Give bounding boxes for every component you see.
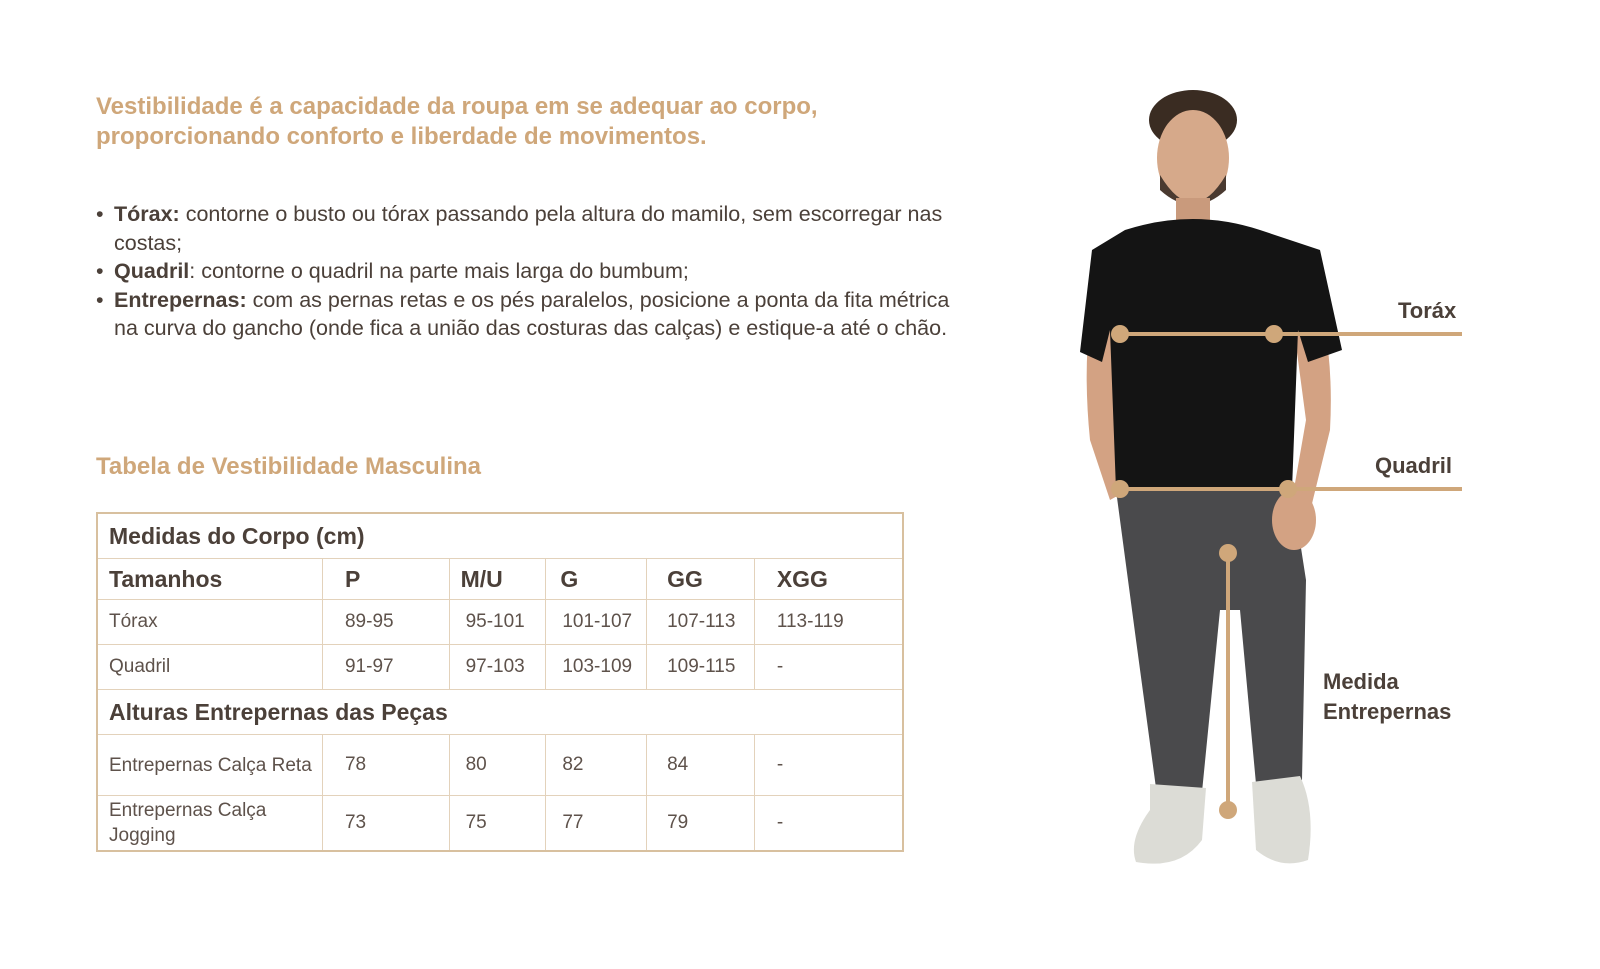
hip-point-right: [1279, 480, 1297, 498]
section-inseam-heights: Alturas Entrepernas das Peças: [97, 690, 903, 735]
inseam-label-line2: Entrepernas: [1323, 699, 1452, 724]
model-figure: [1080, 90, 1342, 864]
table-row: [97, 796, 903, 852]
inseam-point-bottom: [1219, 801, 1237, 819]
table-row: [97, 645, 903, 690]
section-body-measures: Medidas do Corpo (cm): [97, 513, 903, 559]
table-cell: 107-113: [647, 600, 755, 645]
row-label: Entrepernas Calça Jogging: [97, 796, 322, 852]
header-cell: Tamanhos: [97, 559, 322, 600]
inseam-label-line1: Medida: [1323, 669, 1399, 694]
header-cell: GG: [647, 559, 755, 600]
intro-text: Vestibilidade é a capacidade da roupa em se adequar ao corpo, proporcionando conforto e liberdade de movimentos.: [96, 93, 818, 150]
table-cell: 82: [546, 735, 647, 796]
guide-term: Tórax:: [114, 202, 180, 226]
table-cell: -: [754, 735, 903, 796]
hip-label: Quadril: [1375, 453, 1453, 478]
row-label: Quadril: [97, 645, 322, 690]
header-row: [97, 559, 903, 600]
inseam-point-top: [1219, 544, 1237, 562]
guide-term: Entrepernas:: [114, 287, 247, 312]
guide-text: contorne o busto ou tórax passando pela altura do mamilo, sem escorregar nas costas;: [114, 202, 943, 255]
table-cell: 97-103: [449, 645, 546, 690]
guide-text: : contorne o quadril na parte mais larga do bumbum;: [189, 259, 689, 283]
chest-label: Toráx: [1398, 298, 1457, 323]
table-cell: -: [754, 645, 903, 690]
table-title: Tabela de Vestibilidade Masculina: [96, 453, 482, 480]
table-cell: 75: [449, 796, 546, 852]
header-cell: XGG: [754, 559, 903, 600]
table-cell: 103-109: [546, 645, 647, 690]
section-row: [97, 690, 903, 735]
guide-text: com as pernas retas e os pés paralelos, posicione a ponta da fita métrica na curva do gancho (onde fica a união das costuras das calças) e estique-a até o chão.: [114, 287, 950, 340]
guide-term: Quadril: [114, 259, 190, 283]
hip-point-left: [1111, 480, 1129, 498]
row-label: Tórax: [97, 600, 322, 645]
table-cell: 80: [449, 735, 546, 796]
size-table: [96, 512, 904, 852]
table-cell: 91-97: [322, 645, 449, 690]
header-cell: M/U: [449, 559, 546, 600]
guide-item-chest: [96, 200, 966, 257]
table-cell: 79: [647, 796, 755, 852]
chest-point-right: [1265, 325, 1283, 343]
table-cell: 95-101: [449, 600, 546, 645]
guide-item-hip: [96, 257, 966, 286]
measurement-guide: [96, 200, 966, 343]
table-cell: 113-119: [754, 600, 903, 645]
table-cell: 84: [647, 735, 755, 796]
row-label: Entrepernas Calça Reta: [97, 735, 322, 796]
table-cell: 109-115: [647, 645, 755, 690]
header-cell: P: [322, 559, 449, 600]
header-cell: G: [546, 559, 647, 600]
section-row: [97, 513, 903, 559]
table-cell: 89-95: [322, 600, 449, 645]
table-cell: -: [754, 796, 903, 852]
table-cell: 77: [546, 796, 647, 852]
table-row: [97, 735, 903, 796]
table-row: [97, 600, 903, 645]
guide-item-inseam: [96, 286, 966, 343]
model-measurement-diagram: [1080, 80, 1500, 910]
table-cell: 78: [322, 735, 449, 796]
table-cell: 73: [322, 796, 449, 852]
chest-point-left: [1111, 325, 1129, 343]
table-cell: 101-107: [546, 600, 647, 645]
